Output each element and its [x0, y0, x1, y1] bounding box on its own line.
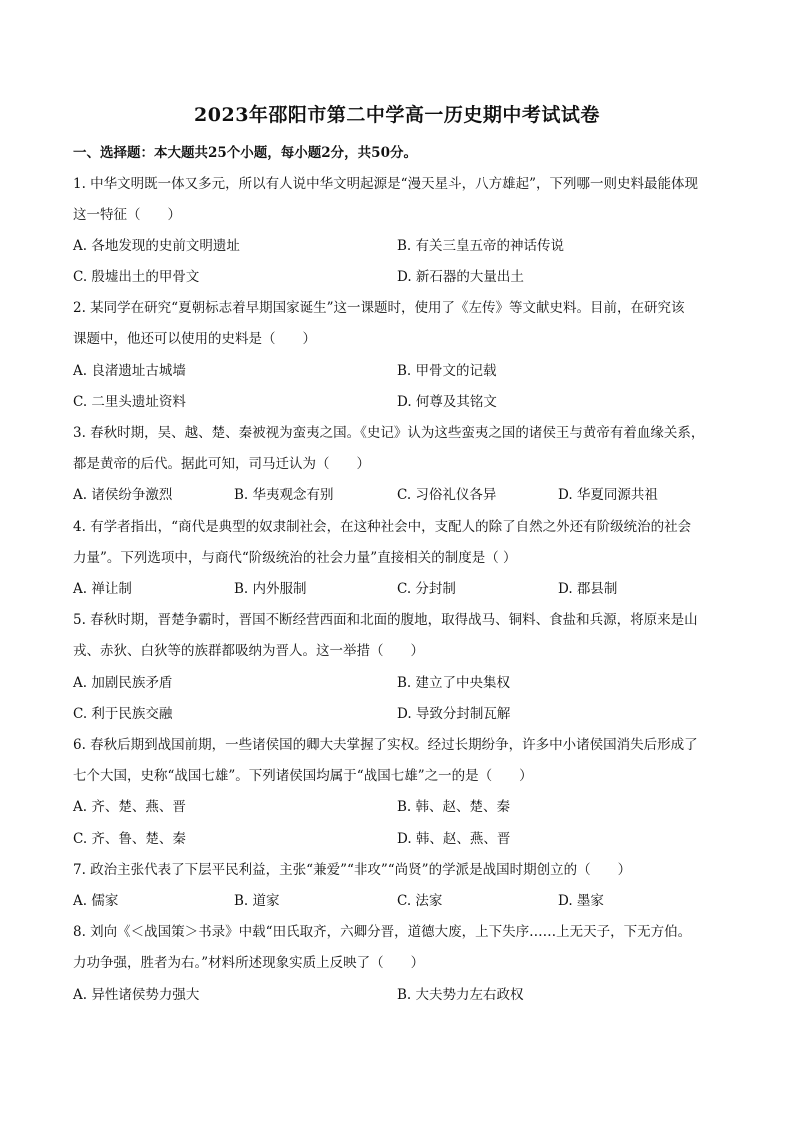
q8-option-b: B. 大夫势力左右政权 — [397, 987, 524, 1003]
q1-option-b: B. 有关三皇五帝的神话传说 — [397, 238, 565, 254]
q4-option-c: C. 分封制 — [397, 581, 456, 597]
q3-option-b: B. 华夷观念有别 — [234, 487, 334, 503]
question-6-line-1: 6. 春秋后期到战国前期，一些诸侯国的卿大夫掌握了实权。经过长期纷争，许多中小诸侯国消失后形成了 — [73, 737, 698, 753]
q5-option-a: A. 加剧民族矛盾 — [73, 675, 173, 691]
q1-option-c: C. 殷墟出土的甲骨文 — [73, 269, 200, 285]
q2-option-c: C. 二里头遗址资料 — [73, 394, 186, 410]
question-1-line-2: 这一特征（ ） — [73, 207, 181, 223]
q5-option-b: B. 建立了中央集权 — [397, 675, 511, 691]
q5-option-c: C. 利于民族交融 — [73, 706, 173, 722]
question-8-line-1: 8. 刘向《＜战国策＞书录》中载“田氏取齐，六卿分晋，道德大废，上下失序……上无天子，下无方伯。 — [73, 924, 692, 940]
question-2-line-1: 2. 某同学在研究“夏朝标志着早期国家诞生”这一课题时，使用了《左传》等文献史料。目前，在研究该 — [73, 300, 685, 316]
q5-option-d: D. 导致分封制瓦解 — [397, 706, 511, 722]
question-3-line-1: 3. 春秋时期，吴、越、楚、秦被视为蛮夷之国。《史记》认为这些蛮夷之国的诸侯王与黄帝有着血缘关系， — [73, 425, 705, 441]
q4-option-d: D. 郡县制 — [558, 581, 618, 597]
question-5-line-1: 5. 春秋时期，晋楚争霸时，晋国不断经营西面和北面的腹地，取得战马、铜料、食盐和兵源，将原来是山 — [73, 612, 698, 628]
q3-option-d: D. 华夏同源共祖 — [558, 487, 658, 503]
q2-option-d: D. 何尊及其铭文 — [397, 394, 497, 410]
question-8-line-2: 力功争强，胜者为右。”材料所述现象实质上反映了（ ） — [73, 955, 425, 971]
question-4-line-2: 力量”。下列选项中，与商代“阶级统治的社会力量”直接相关的制度是（ ） — [73, 550, 517, 566]
q1-option-a: A. 各地发现的史前文明遗址 — [73, 238, 240, 254]
q6-option-a: A. 齐、楚、燕、晋 — [73, 799, 186, 815]
q1-option-d: D. 新石器的大量出土 — [397, 269, 524, 285]
q6-option-b: B. 韩、赵、楚、秦 — [397, 799, 511, 815]
question-2-line-2: 课题中，他还可以使用的史料是（ ） — [73, 331, 316, 347]
question-4-line-1: 4. 有学者指出，“商代是典型的奴隶制社会，在这种社会中，支配人的除了自然之外还有阶级统治的社会 — [73, 519, 692, 535]
q8-option-a: A. 异性诸侯势力强大 — [73, 987, 200, 1003]
question-6-line-2: 七个大国，史称“战国七雄”。下列诸侯国均属于“战国七雄”之一的是（ ） — [73, 768, 533, 784]
q6-option-c: C. 齐、鲁、楚、秦 — [73, 831, 186, 847]
exam-title: 2023年邵阳市第二中学高一历史期中考试试卷 — [194, 104, 600, 126]
question-5-line-2: 戎、赤狄、白狄等的族群都吸纳为晋人。这一举措（ ） — [73, 643, 424, 659]
q7-option-d: D. 墨家 — [558, 893, 604, 909]
question-1-line-1: 1. 中华文明既一体又多元，所以有人说中华文明起源是“漫天星斗，八方雄起”，下列哪一则史料最能体现 — [73, 176, 698, 192]
section-heading: 一、选择题：本大题共25个小题，每小题2分，共50分。 — [73, 145, 417, 161]
q7-option-c: C. 法家 — [397, 893, 443, 909]
q7-option-b: B. 道家 — [234, 893, 280, 909]
question-3-line-2: 都是黄帝的后代。据此可知，司马迁认为（ ） — [73, 456, 370, 472]
q3-option-a: A. 诸侯纷争激烈 — [73, 487, 173, 503]
q3-option-c: C. 习俗礼仪各异 — [397, 487, 497, 503]
q2-option-b: B. 甲骨文的记载 — [397, 363, 497, 379]
q4-option-b: B. 内外服制 — [234, 581, 307, 597]
q4-option-a: A. 禅让制 — [73, 581, 132, 597]
q7-option-a: A. 儒家 — [73, 893, 119, 909]
q6-option-d: D. 韩、赵、燕、晋 — [397, 831, 511, 847]
question-7-line-1: 7. 政治主张代表了下层平民利益，主张“兼爱”“非攻”“尚贤”的学派是战国时期创立的（ ） — [73, 862, 632, 878]
q2-option-a: A. 良渚遗址古城墙 — [73, 363, 186, 379]
